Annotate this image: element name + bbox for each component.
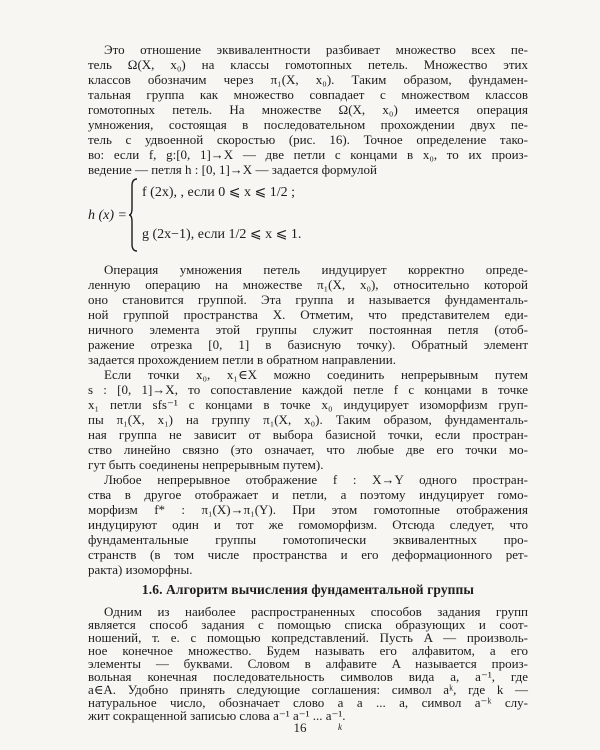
formula-lhs: h (x) = [88, 208, 127, 223]
text-line: ство линейно связно (это означает, что любые две его точки мо- [88, 442, 528, 457]
text-line: жит сокращенной записью слова a⁻¹ a⁻¹ ... a⁻¹. [88, 708, 346, 723]
text-line: тель с удвоенной скоростью (рис. 16). Точное определение тако- [88, 132, 528, 147]
text-line: пы π₁(X, x₁) на группу π₁(X, x₀). Таким образом, фундаменталь- [88, 412, 528, 427]
section-heading: 1.6. Алгоритм вычисления фундаментальной группы [141, 582, 475, 597]
text-line: странств (в том числе пространства и его деформационного рет- [88, 547, 528, 562]
text-line: индуцируют один и тот же гомоморфизм. Отсюда следует, что [88, 517, 528, 532]
text-line: тель Ω(X, x₀) на классы гомотопных петель. Множество этих [88, 57, 528, 72]
text-line: ной группой пространства X. Отметим, что представителем еди- [88, 307, 528, 322]
text-line: фундаментальные группы гомотопически эквивалентных про- [88, 532, 528, 547]
text-line: Это отношение эквивалентности разбивает множество всех пе- [104, 42, 528, 57]
text-line: Если точки x₀, x₁∈X можно соединить непрерывным путем [104, 367, 528, 382]
text-line: гут быть соединены непрерывным путем). [88, 457, 324, 472]
formula-case-1: f (2x), , если 0 ⩽ x ⩽ 1/2 ; [142, 185, 295, 200]
text-line: тальная группа как множество совпадает с множеством классов [88, 87, 528, 102]
text-line: x₁ петли sfs⁻¹ с концами в точке x₀ индуцирует изоморфизм груп- [88, 397, 528, 412]
text-line: ведение — петля h : [0, 1]→X — задается формулой [88, 162, 377, 177]
page-number: 16 [293, 720, 307, 735]
left-brace-icon [128, 178, 138, 252]
text-line: оно становится группой. Эта группа и называется фундаменталь- [88, 292, 528, 307]
text-line: натуральное число, обозначает слово a a ... a, символ a⁻ᵏ слу- [88, 695, 528, 710]
text-line: ракта) изоморфны. [88, 562, 193, 577]
text-line: является способ задания с помощью списка образующих и соот- [88, 617, 528, 632]
text-line: вольная конечная последовательность символов вида a, a⁻¹, где [88, 669, 528, 684]
text-line: элементы — буквами. Словом в алфавите A называется произ- [88, 656, 528, 671]
text-line: s : [0, 1]→X, то сопоставление каждой петле f с концами в точке [88, 382, 528, 397]
text-line: ничного элемента этой группы служит постоянная петля (отоб- [88, 322, 528, 337]
text-line: умножения, состоящая в последовательном прохождении двух пе- [88, 117, 528, 132]
text-line: классов обозначим через π₁(X, x₀). Таким образом, фундамен- [88, 72, 528, 87]
text-line: задается прохождением петли в обратном направлении. [88, 352, 396, 367]
text-line: ражение отрезка [0, 1] в базисную точку). Обратный элемент [88, 337, 528, 352]
text-line: ношений, т. е. с помощью копредставлений. Пусть A — произволь- [88, 630, 528, 645]
text-line: Операция умножения петель индуцирует корректно опреде- [104, 262, 528, 277]
text-line: ное конечное множество. Будем называть его алфавитом, а его [88, 643, 528, 658]
text-line: ства в другое отображает и петли, а поэтому индуцирует гомо- [88, 487, 528, 502]
text-line: a∈A. Удобно принять следующие соглашения: символ aᵏ, где k — [88, 682, 528, 697]
underbrace-label: k [338, 722, 342, 732]
text-line: морфизм f* : π₁(X)→π₁(Y). При этом гомотопные отображения [88, 502, 528, 517]
text-line: ленную операцию на множестве π₁(X, x₀), относительно которой [88, 277, 528, 292]
text-line: ная группа не зависит от выбора базисной точки, если простран- [88, 427, 528, 442]
text-line: гомотопных петель. На множестве Ω(X, x₀) имеется операция [88, 102, 528, 117]
text-line: Любое непрерывное отображение f : X→Y одного простран- [104, 472, 528, 487]
text-line: Одним из наиболее распространенных способов задания групп [104, 604, 528, 619]
text-line: во: если f, g:[0, 1]→X — две петли с концами в x₀, то их произ- [88, 147, 528, 162]
formula-case-2: g (2x−1), если 1/2 ⩽ x ⩽ 1. [142, 227, 302, 242]
